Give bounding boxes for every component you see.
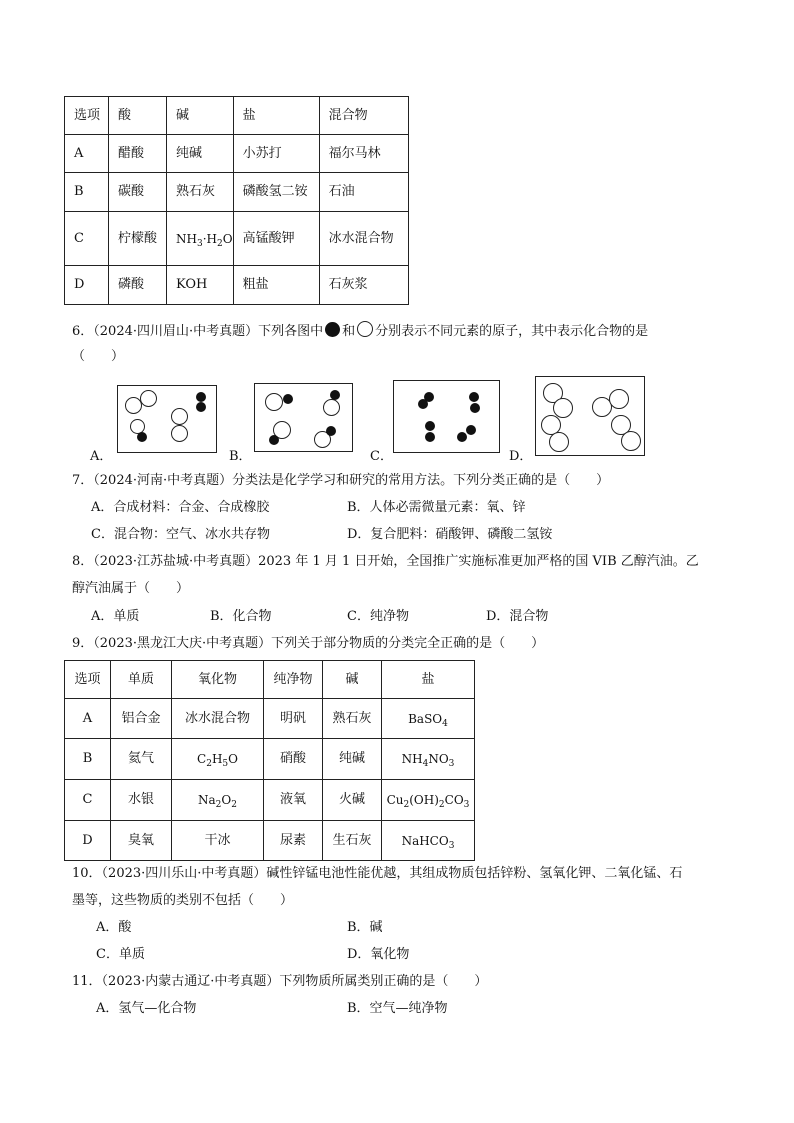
black-atom (330, 390, 340, 400)
table-cell: 熟石灰 (167, 173, 234, 212)
table-row (65, 266, 409, 305)
table-cell: 硝酸 (264, 739, 323, 780)
black-atom-icon (325, 322, 340, 337)
classification-table-2 (64, 660, 475, 861)
table-row (65, 212, 409, 266)
diagram-b (254, 383, 353, 452)
white-atom (621, 431, 641, 451)
table-cell: 磷酸 (109, 266, 167, 305)
table-row (65, 135, 409, 173)
table-cell: A (65, 699, 111, 739)
table-cell: 熟石灰 (323, 699, 382, 739)
table-cell: B (65, 173, 109, 212)
q7-option-d: D．复合肥料：硝酸钾、磷酸二氢铵 (347, 527, 553, 542)
table-cell formula-cell: $Cu_2(OH)_2CO_3$ (382, 780, 475, 821)
question-6-stem (72, 321, 648, 341)
table-cell: 选项 (65, 97, 109, 135)
table-cell: 单质 (111, 661, 172, 699)
table-cell: 酸 (109, 97, 167, 135)
q10-option-d: D．氧化物 (347, 947, 410, 962)
black-atom (269, 435, 279, 445)
table-cell: 盐 (233, 97, 319, 135)
q11-option-b: B．空气—纯净物 (347, 1001, 448, 1016)
question-11-stem: 11．（2023·内蒙古通辽·中考真题）下列物质所属类别正确的是（ ） (72, 974, 488, 989)
black-atom (457, 432, 467, 442)
table-cell: 粗盐 (233, 266, 319, 305)
diagram-d (535, 376, 645, 456)
table-cell: 液氧 (264, 780, 323, 821)
table-cell: D (65, 266, 109, 305)
white-atom (549, 432, 569, 452)
table-cell: 石灰浆 (319, 266, 408, 305)
table-cell: A (65, 135, 109, 173)
table-row (65, 739, 475, 780)
table-cell: 水银 (111, 780, 172, 821)
black-atom (326, 426, 336, 436)
table-cell formula-cell: BaSO$_4$ (382, 699, 475, 739)
black-atom (418, 399, 428, 409)
q6-stem-b: 分别表示不同元素的原子，其中表示化合物的是 (375, 324, 649, 339)
white-atom (171, 408, 188, 425)
table-cell: 冰水混合物 (172, 699, 264, 739)
table-cell formula-cell: $C_2H_5O$ (172, 739, 264, 780)
table-cell: 碱 (323, 661, 382, 699)
question-8-stem-line2: 醇汽油属于（ ） (72, 581, 190, 596)
q6-stem-a: 6．（2024·四川眉山·中考真题）下列各图中 (72, 324, 324, 339)
option-b-label: B． (229, 449, 252, 464)
table-cell: 氦气 (111, 739, 172, 780)
table-cell: 纯碱 (167, 135, 234, 173)
table-cell: 混合物 (319, 97, 408, 135)
table-cell: 碳酸 (109, 173, 167, 212)
white-atom (171, 425, 188, 442)
question-8-stem-line1: 8．（2023·江苏盐城·中考真题）2023 年 1 月 1 日开始，全国推广实施标准更加严格的国 VIB 乙醇汽油。乙 (72, 554, 699, 569)
table-cell: 铝合金 (111, 699, 172, 739)
q8-option-b: B．化合物 (210, 609, 272, 624)
table-row (65, 780, 475, 821)
table-cell: 氧化物 (172, 661, 264, 699)
table-cell: 纯净物 (264, 661, 323, 699)
table-row (65, 173, 409, 212)
table-cell: 明矾 (264, 699, 323, 739)
white-atom (265, 393, 283, 411)
black-atom (466, 425, 476, 435)
table-cell: 干冰 (172, 821, 264, 861)
table-header-row (65, 97, 409, 135)
option-a-label: A． (90, 449, 113, 464)
diagram-a (117, 385, 217, 453)
table-cell: 碱 (167, 97, 234, 135)
white-atom (140, 390, 157, 407)
table-cell: 磷酸氢二铵 (233, 173, 319, 212)
table-cell formula-cell: $NH_4NO_3$ (382, 739, 475, 780)
q8-option-d: D．混合物 (486, 609, 549, 624)
table-row (65, 821, 475, 861)
table-cell: 柠檬酸 (109, 212, 167, 266)
table-cell formula-cell: $NH_3\cdot H_2O$ (167, 212, 234, 266)
black-atom (283, 394, 293, 404)
white-atom (553, 398, 573, 418)
table-cell: 臭氧 (111, 821, 172, 861)
q11-option-a: A．氢气—化合物 (96, 1001, 197, 1016)
white-atom-icon (357, 321, 373, 337)
table-cell: C (65, 212, 109, 266)
option-c-label: C． (370, 449, 393, 464)
black-atom (469, 392, 479, 402)
question-10-stem-line2: 墨等，这些物质的类别不包括（ ） (72, 893, 294, 908)
black-atom (196, 402, 206, 412)
black-atom (425, 421, 435, 431)
q7-option-b: B．人体必需微量元素：氧、锌 (347, 500, 526, 515)
table-cell: C (65, 780, 111, 821)
q10-option-b: B．碱 (347, 920, 383, 935)
table-header-row (65, 661, 475, 699)
q7-option-c: C．混合物：空气、冰水共存物 (91, 527, 270, 542)
question-9-stem: 9．（2023·黑龙江大庆·中考真题）下列关于部分物质的分类完全正确的是（ ） (72, 636, 545, 651)
table-cell: 生石灰 (323, 821, 382, 861)
table-cell: 石油 (319, 173, 408, 212)
table-cell: 选项 (65, 661, 111, 699)
question-7-stem: 7．（2024·河南·中考真题）分类法是化学学习和研究的常用方法。下列分类正确的是（ ） (72, 473, 610, 488)
table-cell: 醋酸 (109, 135, 167, 173)
table-cell: 高锰酸钾 (233, 212, 319, 266)
q8-option-c: C．纯净物 (347, 609, 409, 624)
black-atom (425, 432, 435, 442)
white-atom (609, 389, 629, 409)
table-cell: 火碱 (323, 780, 382, 821)
black-atom (137, 432, 147, 442)
q6-stem-and: 和 (342, 324, 356, 339)
black-atom (470, 403, 480, 413)
option-d-label: D． (509, 449, 533, 464)
classification-table-1 (64, 96, 409, 305)
q10-option-c: C．单质 (96, 947, 145, 962)
table-cell: 纯碱 (323, 739, 382, 780)
table-row (65, 699, 475, 739)
q8-option-a: A．单质 (91, 609, 140, 624)
table-cell formula-cell: $Na_2O_2$ (172, 780, 264, 821)
q7-option-a: A．合成材料：合金、合成橡胶 (91, 500, 270, 515)
diagram-c (393, 380, 500, 453)
table-cell: D (65, 821, 111, 861)
table-cell formula-cell: NaHCO$_3$ (382, 821, 475, 861)
black-atom (196, 392, 206, 402)
question-10-stem-line1: 10．（2023·四川乐山·中考真题）碱性锌锰电池性能优越，其组成物质包括锌粉、氢氧化钾、二氧化锰、石 (72, 866, 683, 881)
table-cell: B (65, 739, 111, 780)
table-cell: 尿素 (264, 821, 323, 861)
white-atom (323, 399, 340, 416)
table-cell: 福尔马林 (319, 135, 408, 173)
table-cell: 盐 (382, 661, 475, 699)
q10-option-a: A．酸 (96, 920, 132, 935)
table-cell: 小苏打 (233, 135, 319, 173)
question-6-blank: （ ） (72, 349, 125, 364)
table-cell: 冰水混合物 (319, 212, 408, 266)
table-cell: KOH (167, 266, 234, 305)
